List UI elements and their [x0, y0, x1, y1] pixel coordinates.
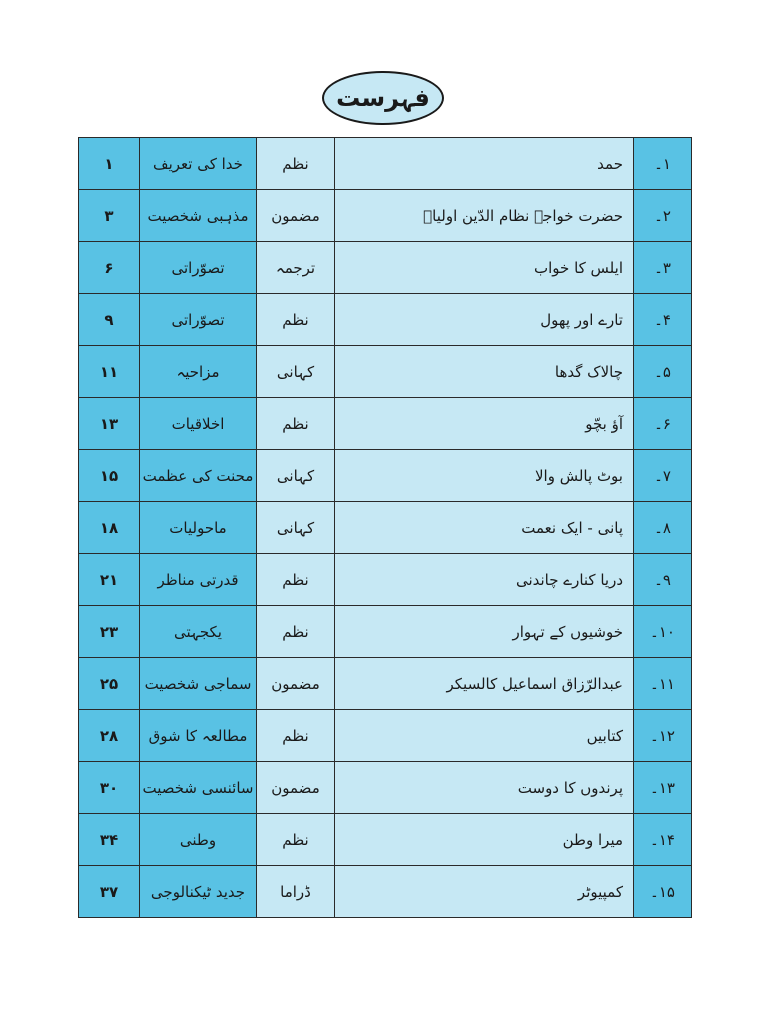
lesson-type: کہانی — [257, 346, 335, 398]
lesson-theme: مزاحیہ — [140, 346, 257, 398]
lesson-type: نظم — [257, 294, 335, 346]
lesson-theme: تصوّراتی — [140, 294, 257, 346]
lesson-theme: مطالعہ کا شوق — [140, 710, 257, 762]
page-number: ۳۰ — [79, 762, 140, 814]
lesson-number: ۶۔ — [634, 398, 692, 450]
page-number: ۱۱ — [79, 346, 140, 398]
lesson-number: ۵۔ — [634, 346, 692, 398]
lesson-title: خوشیوں کے تہوار — [335, 606, 634, 658]
table-row[interactable] — [79, 710, 692, 762]
table-row[interactable] — [79, 658, 692, 710]
lesson-number: ۱۴۔ — [634, 814, 692, 866]
lesson-number: ۱۰۔ — [634, 606, 692, 658]
lesson-type: ترجمہ — [257, 242, 335, 294]
page-number: ۶ — [79, 242, 140, 294]
contents-table-body — [79, 138, 692, 918]
lesson-title: پانی - ایک نعمت — [335, 502, 634, 554]
lesson-number: ۷۔ — [634, 450, 692, 502]
table-row[interactable] — [79, 190, 692, 242]
lesson-theme: ماحولیات — [140, 502, 257, 554]
page-number: ۲۵ — [79, 658, 140, 710]
page-number: ۱۳ — [79, 398, 140, 450]
page-number: ۳۴ — [79, 814, 140, 866]
table-row[interactable] — [79, 502, 692, 554]
lesson-title: ایلس کا خواب — [335, 242, 634, 294]
lesson-title: آؤ بچّو — [335, 398, 634, 450]
lesson-number: ۱۔ — [634, 138, 692, 190]
lesson-title: دریا کنارے چاندنی — [335, 554, 634, 606]
lesson-type: کہانی — [257, 502, 335, 554]
page-title: فہرست — [336, 84, 430, 112]
lesson-number: ۱۳۔ — [634, 762, 692, 814]
lesson-title: عبدالرّزاق اسماعیل کالسیکر — [335, 658, 634, 710]
lesson-title: میرا وطن — [335, 814, 634, 866]
table-row[interactable] — [79, 450, 692, 502]
page-number: ۳۷ — [79, 866, 140, 918]
table-row[interactable] — [79, 554, 692, 606]
lesson-theme: جدید ٹیکنالوجی — [140, 866, 257, 918]
lesson-type: کہانی — [257, 450, 335, 502]
lesson-theme: سائنسی شخصیت — [140, 762, 257, 814]
lesson-number: ۱۵۔ — [634, 866, 692, 918]
lesson-theme: قدرتی مناظر — [140, 554, 257, 606]
lesson-type: نظم — [257, 398, 335, 450]
table-row[interactable] — [79, 866, 692, 918]
lesson-number: ۴۔ — [634, 294, 692, 346]
lesson-number: ۸۔ — [634, 502, 692, 554]
table-row[interactable] — [79, 294, 692, 346]
page-number: ۲۳ — [79, 606, 140, 658]
lesson-theme: محنت کی عظمت — [140, 450, 257, 502]
lesson-number: ۳۔ — [634, 242, 692, 294]
lesson-title: حمد — [335, 138, 634, 190]
page-number: ۳ — [79, 190, 140, 242]
lesson-theme: سماجی شخصیت — [140, 658, 257, 710]
contents-table — [78, 137, 692, 918]
lesson-theme: مذہبی شخصیت — [140, 190, 257, 242]
lesson-number: ۲۔ — [634, 190, 692, 242]
lesson-theme: وطنی — [140, 814, 257, 866]
table-row[interactable] — [79, 606, 692, 658]
lesson-type: نظم — [257, 814, 335, 866]
table-row[interactable] — [79, 814, 692, 866]
lesson-type: نظم — [257, 554, 335, 606]
table-row[interactable] — [79, 346, 692, 398]
lesson-title: بوٹ پالش والا — [335, 450, 634, 502]
page-number: ۱ — [79, 138, 140, 190]
heading-oval — [322, 71, 444, 125]
page-number: ۱۵ — [79, 450, 140, 502]
lesson-title: کتابیں — [335, 710, 634, 762]
lesson-title: پرندوں کا دوست — [335, 762, 634, 814]
lesson-title: حضرت خواجہ نظام الدّین اولیاؒ — [335, 190, 634, 242]
lesson-title: کمپیوٹر — [335, 866, 634, 918]
lesson-theme: تصوّراتی — [140, 242, 257, 294]
lesson-type: نظم — [257, 710, 335, 762]
page-number: ۱۸ — [79, 502, 140, 554]
table-row[interactable] — [79, 762, 692, 814]
lesson-type: مضمون — [257, 762, 335, 814]
lesson-number: ۱۲۔ — [634, 710, 692, 762]
lesson-type: مضمون — [257, 658, 335, 710]
table-row[interactable] — [79, 138, 692, 190]
lesson-number: ۹۔ — [634, 554, 692, 606]
lesson-number: ۱۱۔ — [634, 658, 692, 710]
lesson-theme: خدا کی تعریف — [140, 138, 257, 190]
table-row[interactable] — [79, 242, 692, 294]
lesson-theme: اخلاقیات — [140, 398, 257, 450]
table-row[interactable] — [79, 398, 692, 450]
page-number: ۲۱ — [79, 554, 140, 606]
page-number: ۹ — [79, 294, 140, 346]
lesson-title: تارے اور پھول — [335, 294, 634, 346]
lesson-title: چالاک گدھا — [335, 346, 634, 398]
lesson-theme: یکجہتی — [140, 606, 257, 658]
lesson-type: ڈراما — [257, 866, 335, 918]
lesson-type: نظم — [257, 606, 335, 658]
lesson-type: مضمون — [257, 190, 335, 242]
page-number: ۲۸ — [79, 710, 140, 762]
lesson-type: نظم — [257, 138, 335, 190]
